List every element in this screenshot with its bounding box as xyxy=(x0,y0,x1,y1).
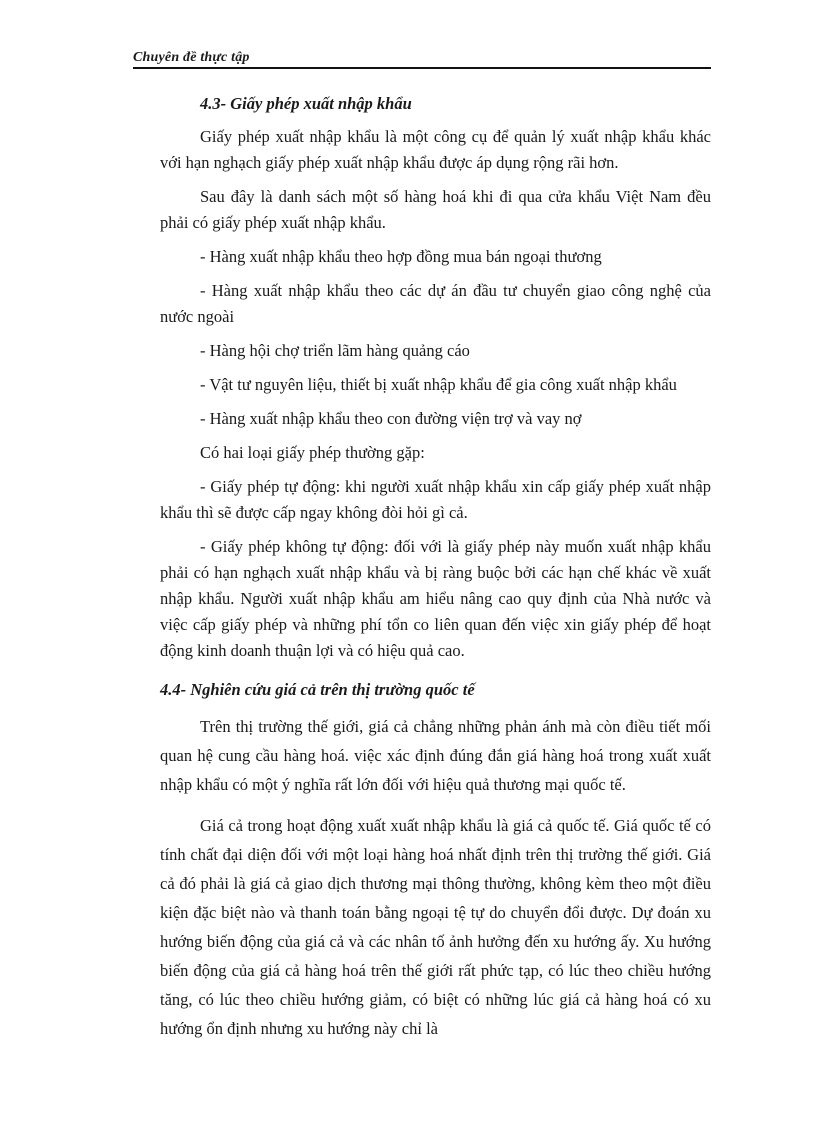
header-title: Chuyên đề thực tập xyxy=(133,50,250,65)
paragraph: Giấy phép xuất nhập khẩu là một công cụ để quản lý xuất nhập khẩu khác với hạn nghạch giấy phép xuất nhập khẩu được áp dụng rộng rãi hơn. xyxy=(160,127,711,172)
section-heading-4-4: 4.4- Nghiên cứu giá cả trên thị trường quốc tế xyxy=(160,680,475,699)
paragraph: Có hai loại giấy phép thường gặp: xyxy=(200,443,425,462)
list-item: - Giấy phép tự động: khi người xuất nhập khẩu xin cấp giấy phép xuất nhập khẩu thì sẽ được cấp ngay không đòi hỏi gì cả. xyxy=(160,477,711,522)
paragraph: Trên thị trường thế giới, giá cả chẳng những phản ánh mà còn điều tiết mối quan hệ cung cầu hàng hoá. việc xác định đúng đắn giá hàng hoá trong xuất xuất nhập khẩu có một ý nghĩa rất lớn đối với hiệu quả thương mại quốc tế. xyxy=(160,717,711,794)
section-heading-4-3: 4.3- Giấy phép xuất nhập khẩu xyxy=(200,94,412,113)
document-body xyxy=(160,92,711,1055)
header-divider xyxy=(133,67,711,69)
list-item: - Hàng hội chợ triển lãm hàng quảng cáo xyxy=(200,341,470,360)
list-item: - Vật tư nguyên liệu, thiết bị xuất nhập khẩu để gia công xuất nhập khẩu xyxy=(200,375,677,394)
paragraph: Sau đây là danh sách một số hàng hoá khi đi qua cửa khẩu Việt Nam đều phải có giấy phép xuất nhập khẩu. xyxy=(160,187,711,232)
list-item: - Hàng xuất nhập khẩu theo các dự án đầu tư chuyển giao công nghệ của nước ngoài xyxy=(160,281,711,326)
page-header xyxy=(133,48,711,68)
list-item: - Hàng xuất nhập khẩu theo con đường viện trợ và vay nợ xyxy=(200,409,582,428)
list-item: - Giấy phép không tự động: đối với là giấy phép này muốn xuất nhập khẩu phải có hạn nghạch xuất nhập khẩu và bị ràng buộc bởi các hạn chế khác về xuất nhập khẩu. Người xuất nhập khẩu am hiểu nâng cao quy định của Nhà nước và việc cấp giấy phép và những phí tổn co liên quan đến việc xin giấy phép để hoạt động kinh doanh thuận lợi và có hiệu quả cao. xyxy=(160,537,711,660)
list-item: - Hàng xuất nhập khẩu theo hợp đồng mua bán ngoại thương xyxy=(200,247,602,266)
paragraph: Giá cả trong hoạt động xuất xuất nhập khẩu là giá cả quốc tế. Giá quốc tế có tính chất đại diện đối với một loại hàng hoá nhất định trên thị trường thế giới. Giá cả đó phải là giá cả giao dịch thương mại thông thường, không kèm theo một điều kiện đặc biệt nào và thanh toán bằng ngoại tệ tự do chuyển đổi được. Dự đoán xu hướng biến động của giá cả và các nhân tố ảnh hưởng đến xu hướng ấy. Xu hướng biến động của giá cả hàng hoá trên thế giới rất phức tạp, có lúc theo chiều hướng tăng, có lúc theo chiều hướng giảm, có biệt có những lúc giá cả hàng hoá có xu hướng ổn định nhưng xu hướng này chỉ là xyxy=(160,816,711,1038)
